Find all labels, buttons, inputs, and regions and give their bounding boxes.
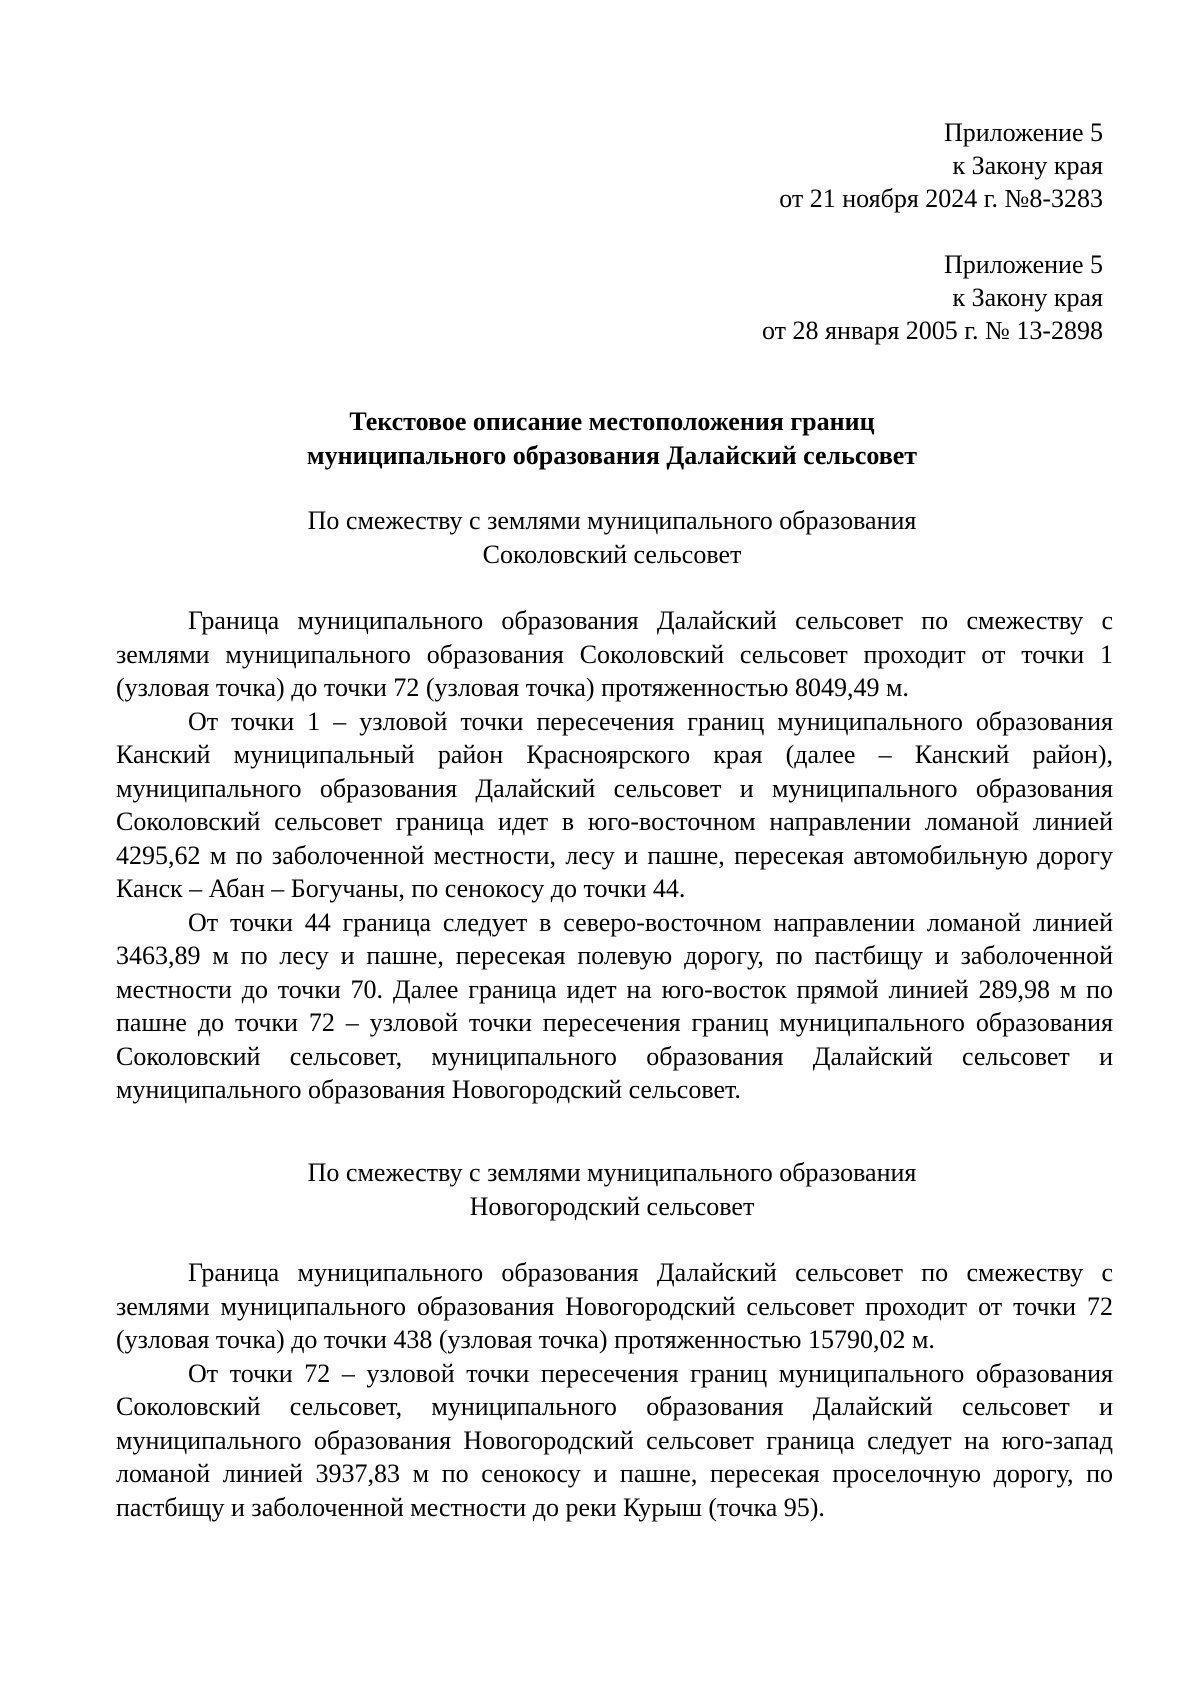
approval-current-line1: Приложение 5 [943,118,1103,147]
section-heading-line2: Новогородский сельсовет [469,1192,755,1221]
approval-current-line3: от 21 ноября 2024 г. №8-3283 [779,184,1103,213]
title-line2: муниципального образования Далайский сельсовет [306,441,918,470]
section-heading-line1: По смежеству с землями муниципального образования [307,1158,917,1187]
section-heading-line1: По смежеству с землями муниципального образования [307,506,917,535]
section-body-sokolovsky [116,604,1113,1107]
approval-original-line3: от 28 января 2005 г. № 13-2898 [761,316,1103,345]
paragraph: От точки 72 – узловой точки пересечения границ муниципального образования Соколовский сельсовет, муниципального образования Далайский сельсовет и муниципального образования Новогородский сельсовет граница следует на юго-запад ломаной линией 3937,83 м по сенокосу и пашне, пересекая проселочную дорогу, по пастбищу и заболоченной местности до реки Курыш (точка 95). [116,1358,1113,1522]
approval-current-line2: к Закону края [952,151,1103,180]
section-heading-line2: Соколовский сельсовет [482,540,742,569]
paragraph: От точки 44 граница следует в северо-восточном направлении ломаной линией 3463,89 м по лесу и пашне, пересекая полевую дорогу, по пастбищу и заболоченной местности до точки 70. Далее граница идет на юго-восток прямой линией 289,98 м по пашне до точки 72 – узловой точки пересечения границ муниципального образования Соколовский сельсовет, муниципального образования Далайский сельсовет и муниципального образования Новогородский сельсовет. [116,907,1113,1104]
paragraph: Граница муниципального образования Далайский сельсовет по смежеству с землями муниципального образования Соколовский сельсовет проходит от точки 1 (узловая точка) до точки 72 (узловая точка) протяженностью 8049,49 м. [116,606,1113,702]
approval-stamp-current [779,116,1103,215]
document-title [112,405,1112,473]
paragraph: От точки 1 – узловой точки пересечения границ муниципального образования Канский муниципальный район Красноярского края (далее – Канский район), муниципального образования Далайский сельсовет и муниципального образования Соколовский сельсовет граница идет в юго-восточном направлении ломаной линией 4295,62 м по заболоченной местности, лесу и пашне, пересекая автомобильную дорогу Канск – Абан – Богучаны, по сенокосу до точки 44. [116,706,1113,903]
title-line1: Текстовое описание местоположения границ [349,407,875,436]
paragraph: Граница муниципального образования Далайский сельсовет по смежеству с землями муниципального образования Новогородский сельсовет проходит от точки 72 (узловая точка) до точки 438 (узловая точка) протяженностью 15790,02 м. [116,1258,1113,1354]
section-heading-novogorodsky [112,1156,1112,1224]
section-body-novogorodsky [116,1256,1113,1524]
approval-original-line1: Приложение 5 [943,250,1103,279]
section-heading-sokolovsky [112,504,1112,572]
approval-original-line2: к Закону края [952,283,1103,312]
approval-stamp-original [762,248,1103,347]
